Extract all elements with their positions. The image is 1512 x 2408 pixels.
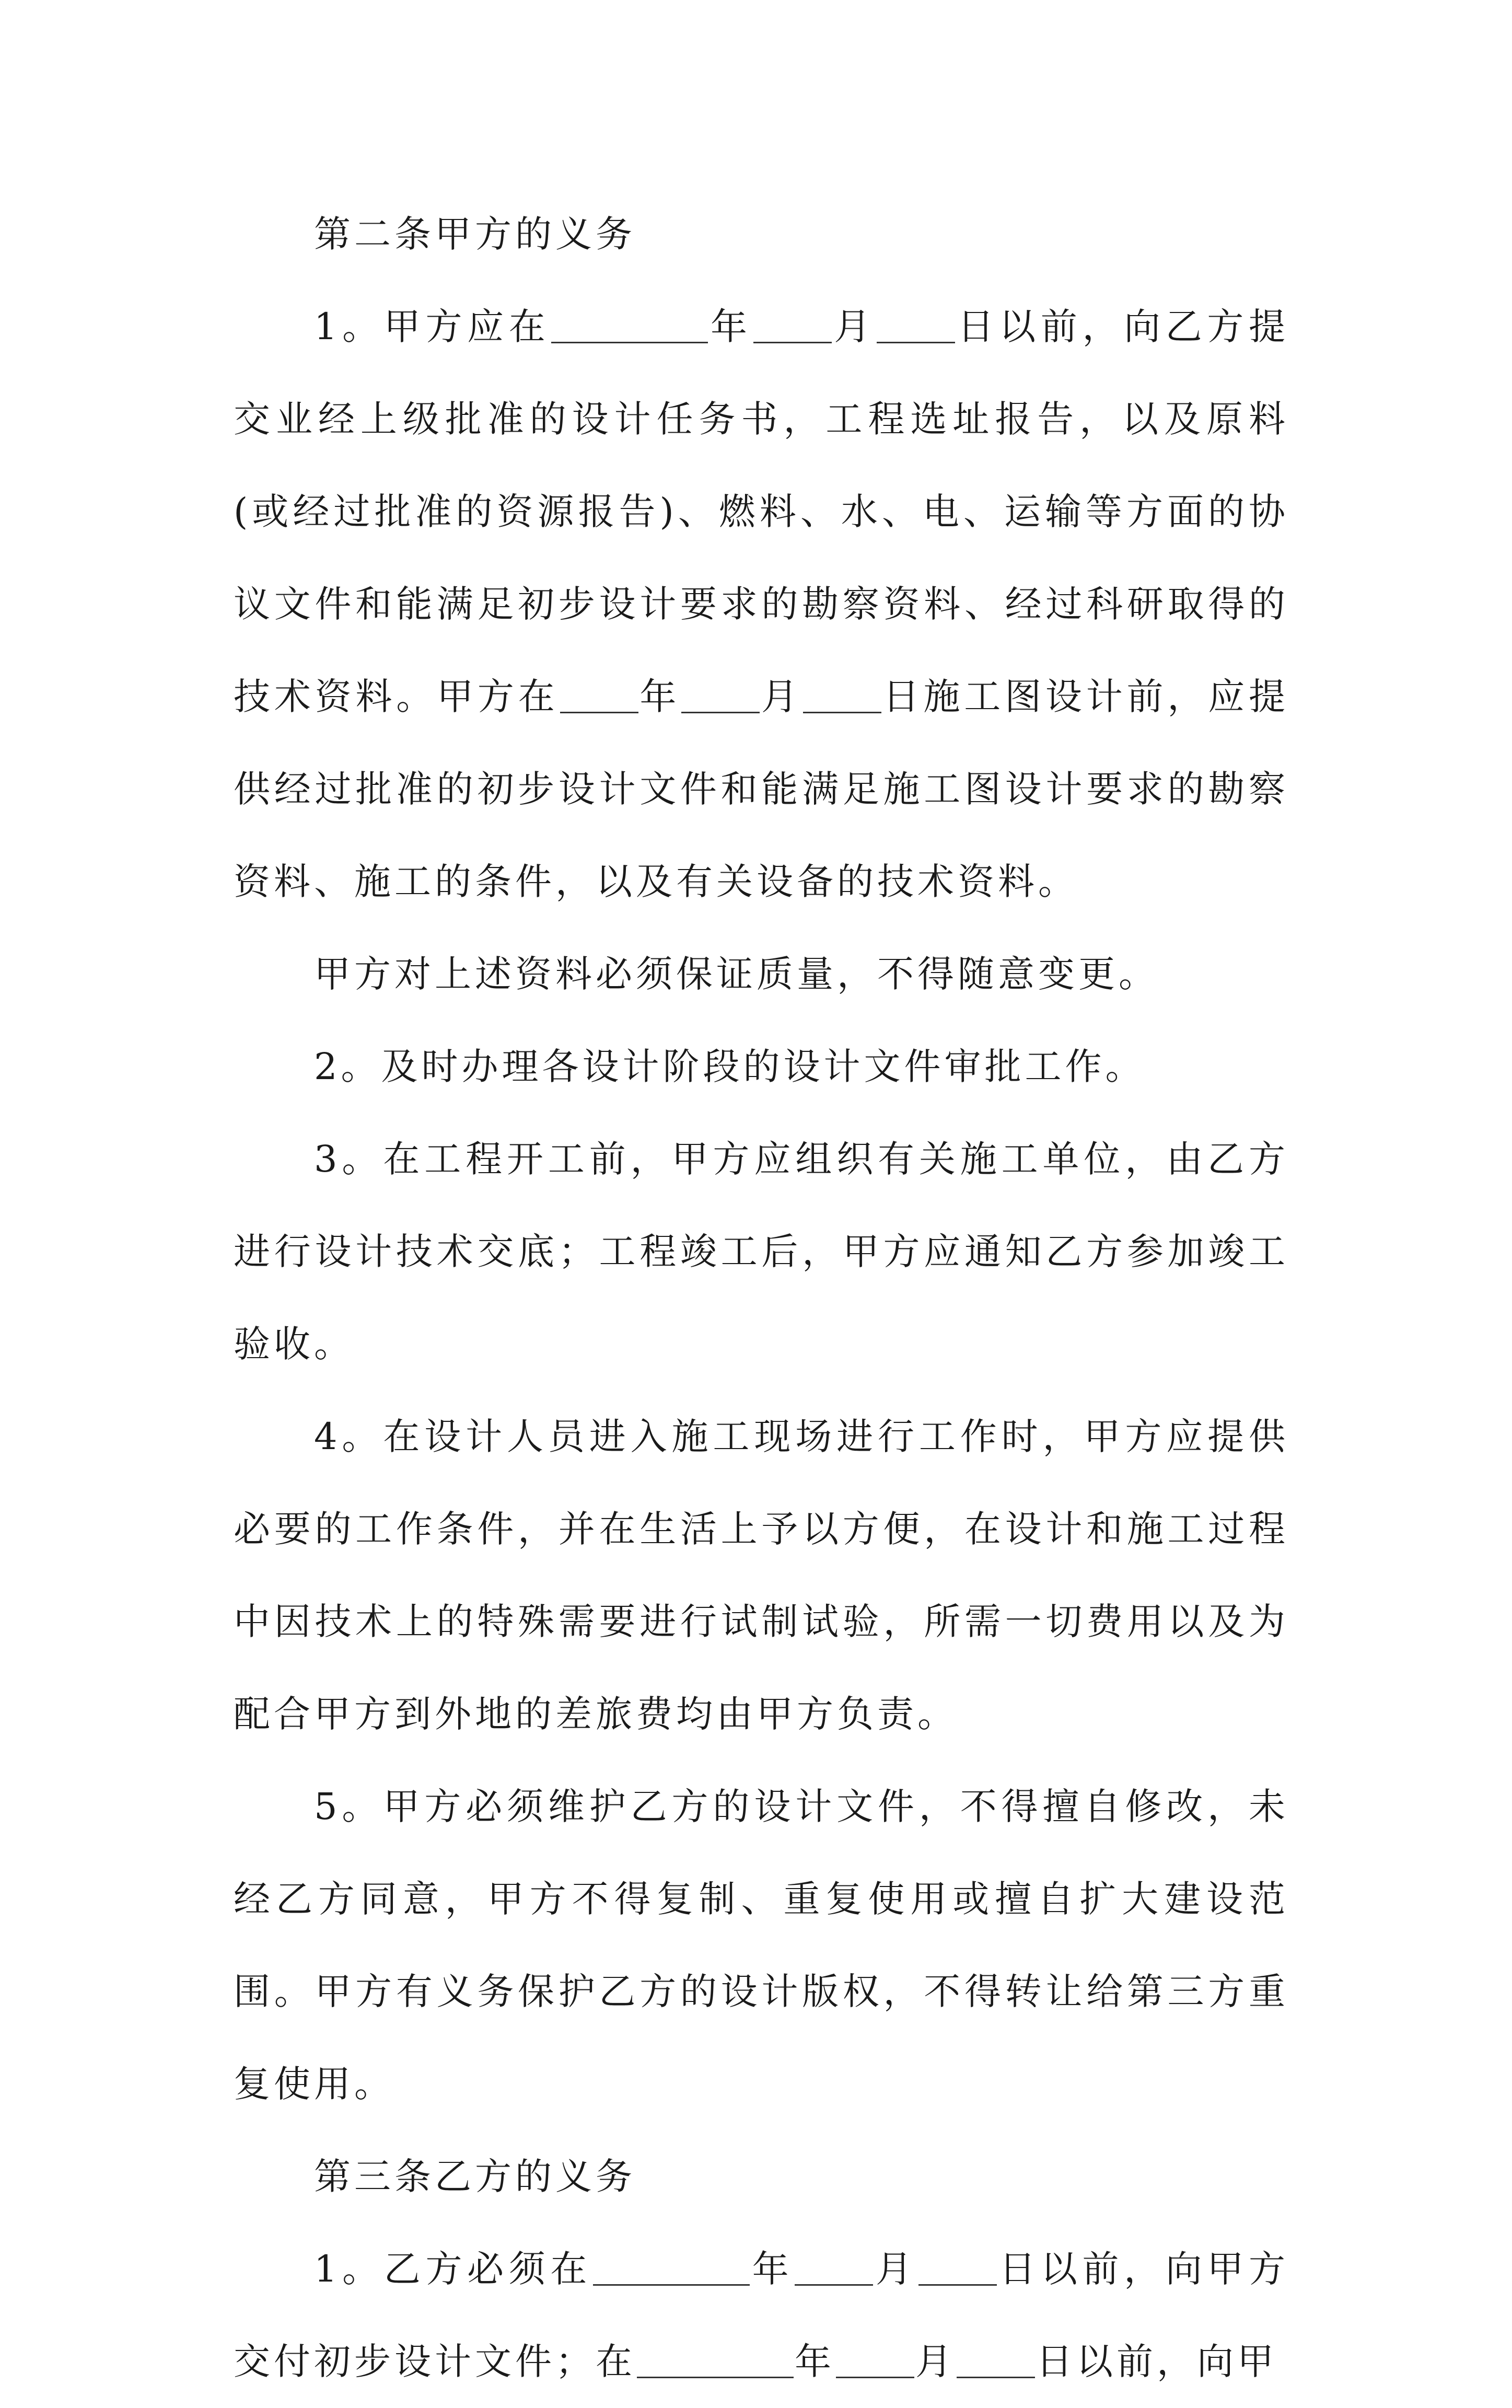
blank-month-field bbox=[795, 2248, 873, 2286]
clause-text: 年 bbox=[639, 675, 681, 718]
blank-day-field bbox=[918, 2248, 997, 2286]
clause-text: 3。在工程开工前，甲方应组织有关施工单位，由乙方进行设计技术交底；工程竣工后，甲方应通知乙方参加竣工验收。 bbox=[234, 1138, 1289, 1365]
clause-b-1 bbox=[234, 2223, 1289, 2408]
clause-text: 日以前，向甲方交付初步设计文件；在 bbox=[234, 2248, 1289, 2383]
blank-day-field bbox=[803, 675, 881, 713]
clause-text: 日以前，向乙方提交业经上级批准的设计任务书，工程选址报告，以及原料(或经过批准的资源报告)、燃料、水、电、运输等方面的协议文件和能满足初步设计要求的勘察资料、经过科研取得的技术资料。甲方在 bbox=[234, 305, 1289, 718]
clause-text: 甲方对上述资料必须保证质量，不得随意变更。 bbox=[314, 953, 1159, 995]
clause-a-5 bbox=[234, 1761, 1289, 2131]
blank-year-field bbox=[560, 675, 638, 713]
heading-text: 第二条甲方的义务 bbox=[314, 213, 636, 256]
clause-a-3 bbox=[234, 1113, 1289, 1391]
clause-text: 月 bbox=[874, 2248, 917, 2290]
clause-a-2 bbox=[234, 1021, 1289, 1113]
blank-year-field bbox=[593, 2248, 750, 2286]
blank-day-field bbox=[877, 305, 955, 343]
blank-year-field bbox=[551, 305, 708, 343]
clause-text: 5。甲方必须维护乙方的设计文件，不得擅自修改，未经乙方同意，甲方不得复制、重复使用或擅自扩大建设范围。甲方有义务保护乙方的设计版权，不得转让给第三方重复使用。 bbox=[234, 1785, 1289, 2105]
clause-a-1-note bbox=[234, 928, 1289, 1021]
clause-text: 月 bbox=[761, 675, 802, 718]
blank-month-field bbox=[836, 2340, 914, 2378]
blank-month-field bbox=[681, 675, 760, 713]
blank-day-field bbox=[957, 2340, 1035, 2378]
blank-month-field bbox=[753, 305, 832, 343]
section-heading-party-a-obligations bbox=[234, 188, 1289, 281]
clause-text: 月 bbox=[832, 305, 876, 348]
clause-text: 2。及时办理各设计阶段的设计文件审批工作。 bbox=[314, 1045, 1146, 1088]
clause-text: 年 bbox=[795, 2340, 835, 2383]
section-heading-party-b-obligations bbox=[234, 2131, 1289, 2223]
clause-text: 1。乙方必须在 bbox=[314, 2248, 592, 2290]
clause-text: 年 bbox=[751, 2248, 794, 2290]
blank-year-field bbox=[637, 2340, 794, 2378]
clause-text: 4。在设计人员进入施工现场进行工作时，甲方应提供必要的工作条件，并在生活上予以方便，在设计和施工过程中因技术上的特殊需要进行试制试验，所需一切费用以及为配合甲方到外地的差旅费均由甲方负责。 bbox=[234, 1415, 1289, 1735]
clause-text: 年 bbox=[709, 305, 752, 348]
heading-text: 第三条乙方的义务 bbox=[314, 2155, 636, 2198]
clause-text: 日以前，向甲 bbox=[1036, 2340, 1277, 2383]
clause-a-1 bbox=[234, 281, 1289, 928]
clause-text: 1。甲方应在 bbox=[314, 305, 551, 348]
clause-a-4 bbox=[234, 1391, 1289, 1761]
clause-text: 月 bbox=[915, 2340, 956, 2383]
document-body bbox=[234, 188, 1289, 2408]
clause-text: 日施工图设计前，应提供经过批准的初步设计文件和能满足施工图设计要求的勘察资料、施工的条件，以及有关设备的技术资料。 bbox=[234, 675, 1289, 903]
